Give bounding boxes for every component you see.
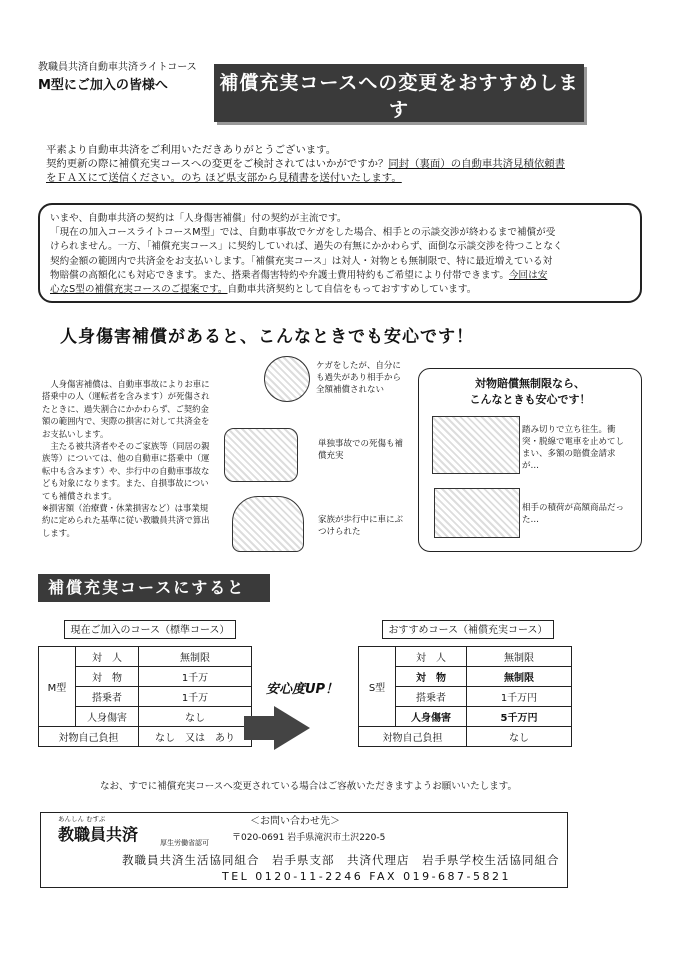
case-caption: 家族が歩行中に車にぶつけられた <box>318 515 404 537</box>
property-case-caption: 相手の積荷が高額商品だった… <box>522 503 625 525</box>
type-label: M型 <box>39 647 76 727</box>
row-label: 対 物 <box>76 667 139 687</box>
box-line: けられません。一方、「補償充実コース」に契約していれば、過失の有無にかかわらず、面倒な示談交渉を待つことなく <box>50 241 563 253</box>
deductible-value: なし 又は あり <box>139 727 252 747</box>
row-label: 人身傷害 <box>396 707 467 727</box>
arrow-body <box>244 716 276 740</box>
property-title-line: こんなときも安心です！ <box>469 393 591 406</box>
row-value: 1千万 <box>139 687 252 707</box>
car-crash-illustration <box>224 428 298 482</box>
box-line: 契約金額の範囲内で共済金をお支払いします。「補償充実コース」は対人・対物とも無制限で、特に最近増えている対 <box>50 255 553 267</box>
right-arrow-icon <box>274 706 310 750</box>
deductible-label: 対物自己負担 <box>359 727 467 747</box>
explanation-paragraph: 主たる被共済者やそのご家族等（同居の親族等）については、他の自動車に搭乗中（運転中も含みます）や、歩行中の自動車事故なども対象になります。また、自損事故についても補償されます。 <box>42 441 210 501</box>
closing-note: なお、すでに補償充実コースへ変更されている場合はご容赦いただきますようお願いいたします。 <box>100 781 518 792</box>
injured-person-illustration <box>264 356 310 402</box>
anshin-up-label: 安心度UP！ <box>266 682 339 697</box>
intro-text <box>46 143 646 185</box>
contact-title: ＜お問い合わせ先＞ <box>250 816 340 827</box>
row-label: 人身傷害 <box>76 707 139 727</box>
brand-logo: 教職員共済 <box>58 825 139 844</box>
ministry-note: 厚生労働省認可 <box>160 839 209 847</box>
family-pedestrian-illustration <box>232 496 304 552</box>
row-value: なし <box>139 707 252 727</box>
property-box-title <box>418 376 642 408</box>
explanation-paragraph: 人身傷害補償は、自動車事故によりお車に搭乗中の人（運転者を含みます）が死傷されたときに、過失割合にかかわらず、ご契約金額の範囲内で、実際の損害に対して共済金をお支払いします。 <box>42 379 210 439</box>
row-label: 対 物 <box>396 667 467 687</box>
intro-line: 契約更新の際に補償充実コースへの変更をご検討されてはいかがですか？ <box>46 158 389 170</box>
row-value: 1千万 <box>139 667 252 687</box>
phone-fax: TEL 0120-11-2246 FAX 019-687-5821 <box>222 870 512 883</box>
banner-subtitle: 人身傷害補償付＆対物賠償無制限に変更しませんか？ <box>261 129 537 143</box>
truck-cargo-illustration <box>434 488 520 538</box>
case-caption: ケガをしたが、自分にも過失があり相手から全額補償されない <box>316 361 402 395</box>
box-underline: 心なS型の補償充実コースのご提案です。 <box>50 284 228 296</box>
row-label: 搭乗者 <box>76 687 139 707</box>
intro-line: 平素より自動車共済をご利用いただきありがとうございます。 <box>46 144 337 156</box>
row-value: 5千万円 <box>467 707 572 727</box>
comparison-section-bar: 補償充実コースにすると <box>38 574 270 602</box>
explanation-footnote: ※損害額（治療費・休業損害など）は事業規約に定められた基準に従い教職員共済で算出します。 <box>42 503 210 538</box>
row-value: 無制限 <box>467 647 572 667</box>
current-table-title: 現在ご加入のコース（標準コース） <box>64 620 236 639</box>
recommended-course-table <box>358 646 572 747</box>
row-label: 対 人 <box>76 647 139 667</box>
row-label: 搭乗者 <box>396 687 467 707</box>
intro-underline: をＦＡＸにて送信ください。 <box>46 172 182 184</box>
injury-explanation <box>42 378 212 539</box>
box-line: 物賠償の高額化にも対応できます。また、搭乗者傷害特約や弁護士費用特約もご希望により付帯できます。 <box>50 269 509 281</box>
brand-ruby: あんしん むすぶ <box>58 815 106 823</box>
property-title-line: 対物賠償無制限なら、 <box>475 377 585 390</box>
section-headline: 人身傷害補償があると、こんなときでも安心です！ <box>60 327 474 347</box>
row-label: 対 人 <box>396 647 467 667</box>
intro-underline: 同封（裏面）の自動車共済見積依頼書 <box>388 158 566 170</box>
row-value: 無制限 <box>139 647 252 667</box>
row-value: 1千万円 <box>467 687 572 707</box>
organization-names: 教職員共済生活協同組合 岩手県支部 共済代理店 岩手県学校生活協同組合 <box>122 853 560 867</box>
header-audience: M型にご加入の皆様へ <box>38 78 168 93</box>
box-line: いまや、自動車共済の契約は「人身傷害補償」付の契約が主流です。 <box>50 213 347 224</box>
deductible-value: なし <box>467 727 572 747</box>
contact-address: 〒020-0691 岩手県滝沢市土沢220-5 <box>232 833 386 843</box>
current-course-table <box>38 646 252 747</box>
deductible-label: 対物自己負担 <box>39 727 139 747</box>
row-value: 無制限 <box>467 667 572 687</box>
intro-underline: のち ほど県支部から見積書を送付いたします。 <box>181 172 402 184</box>
train-crossing-illustration <box>432 416 520 474</box>
case-caption: 単独事故での死傷も補償充実 <box>318 439 404 461</box>
type-label: S型 <box>359 647 396 727</box>
property-case-caption: 踏み切りで立ち往生。衝突・脱線で電車を止めてしまい、多額の賠償金請求が… <box>522 425 625 471</box>
box-underline: 今回は安 <box>508 269 548 281</box>
header-course: 教職員共済自動車共済ライトコース <box>38 62 197 73</box>
banner-title: 補償充実コースへの変更をおすすめします <box>219 72 579 121</box>
box-line: 「現在の加入コースライトコースM型」では、自動車事故でケガをした場合、相手との示談交渉が終わるまで補償が受 <box>50 227 556 239</box>
explanation-box <box>38 203 642 303</box>
recommend-table-title: おすすめコース（補償充実コース） <box>382 620 554 639</box>
box-line: 自動車共済契約として自信をもっておすすめしています。 <box>227 284 477 296</box>
headline-banner <box>214 64 584 143</box>
